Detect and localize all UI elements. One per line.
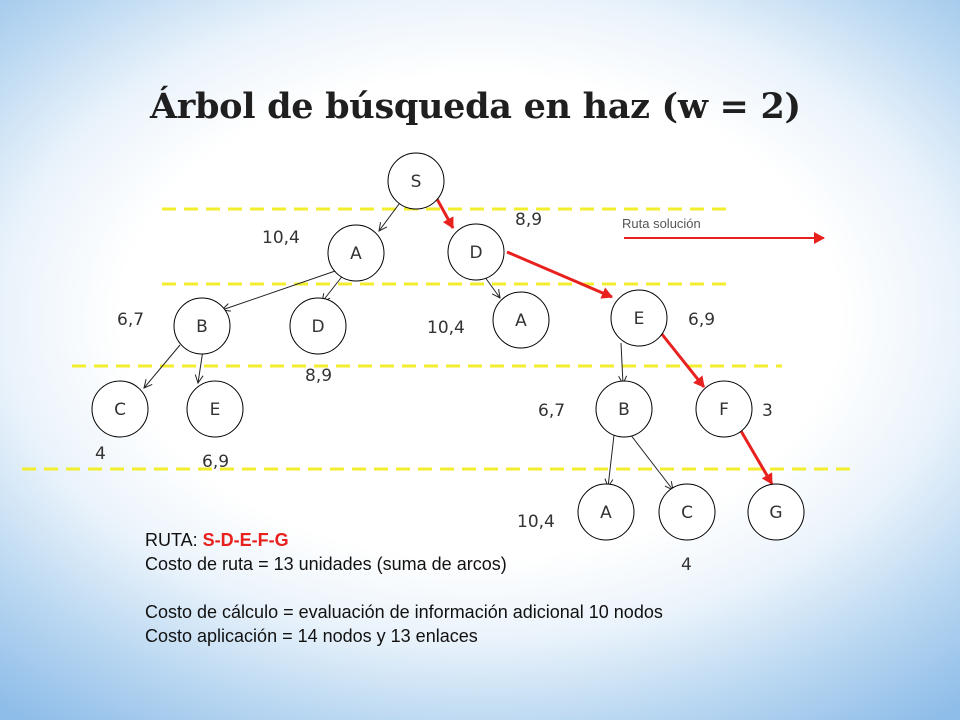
edge-e-b (621, 343, 623, 384)
legend-label: Ruta solución (622, 216, 701, 231)
cost-e-level2: 6,9 (688, 310, 716, 330)
edge-b-e (198, 350, 203, 383)
path-e-f (661, 333, 704, 387)
info-block (145, 528, 663, 648)
node-f-level3 (696, 381, 752, 437)
node-f-level3-label: F (719, 400, 729, 420)
node-s (388, 153, 444, 209)
node-b-level2 (174, 298, 230, 354)
cost-a-level2: 10,4 (427, 318, 465, 338)
spacer (145, 576, 663, 600)
edge-a-d (322, 274, 344, 302)
node-a-level1 (328, 225, 384, 281)
node-d-level1-label: D (469, 243, 483, 263)
path-d-e (507, 252, 612, 297)
path-f-g (741, 431, 772, 484)
cost-c-level3: 4 (95, 444, 106, 464)
node-d-level2-label: D (311, 317, 325, 337)
node-c-level4-label: C (681, 503, 693, 523)
node-a-level2-label: A (515, 311, 527, 331)
tree-nodes (92, 153, 804, 540)
node-b-level2-label: B (196, 317, 208, 337)
route-label: RUTA: (145, 530, 203, 550)
node-c-level3 (92, 381, 148, 437)
node-e-level3-label: E (209, 400, 221, 420)
cost-f-level3: 3 (762, 401, 773, 421)
app-cost: Costo aplicación = 14 nodos y 13 enlaces (145, 626, 478, 646)
route-row (145, 528, 663, 552)
slide-title: Árbol de búsqueda en haz (w = 2) (150, 86, 801, 127)
cost-a-level1: 10,4 (262, 228, 300, 248)
node-b-level3-label: B (618, 400, 630, 420)
node-g-level4 (748, 484, 804, 540)
node-c-level3-label: C (114, 400, 126, 420)
edge-b-c2 (630, 434, 673, 490)
node-d-level1 (448, 224, 504, 280)
legend (622, 216, 824, 238)
node-a-level4-label: A (600, 503, 612, 523)
cost-d-level2: 8,9 (305, 366, 333, 386)
cost-b-level2: 6,7 (117, 310, 145, 330)
node-s-label: S (410, 172, 422, 192)
node-a-level1-label: A (350, 244, 362, 264)
node-d-level2 (290, 298, 346, 354)
node-a-level2 (493, 292, 549, 348)
cost-b-level3: 6,7 (538, 401, 566, 421)
cost-a-level4: 10,4 (517, 512, 555, 532)
route-cost: Costo de ruta = 13 unidades (suma de arcos) (145, 554, 507, 574)
node-b-level3 (596, 381, 652, 437)
cost-d-level1: 8,9 (515, 210, 543, 230)
path-s-d (437, 199, 453, 228)
cost-c-level4: 4 (681, 555, 692, 575)
node-e-level3 (187, 381, 243, 437)
cost-e-level3: 6,9 (202, 452, 230, 472)
route-value: S-D-E-F-G (202, 530, 289, 550)
node-e-level2-label: E (633, 309, 645, 329)
node-g-level4-label: G (769, 503, 783, 523)
edge-b-a (608, 435, 614, 487)
calc-cost: Costo de cálculo = evaluación de información adicional 10 nodos (145, 602, 663, 622)
node-e-level2 (611, 290, 667, 346)
node-c-level4 (659, 484, 715, 540)
